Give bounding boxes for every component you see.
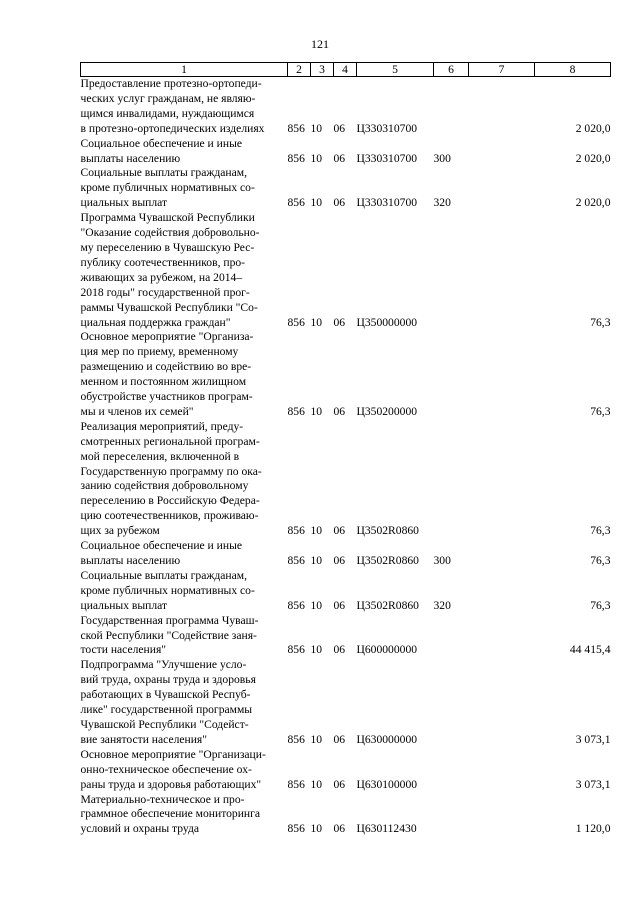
section-code: 10 xyxy=(310,404,323,418)
item-name-line: Государственную программу по ока- xyxy=(80,464,262,478)
amount: 76,3 xyxy=(590,404,611,418)
column-header: 3 xyxy=(311,63,334,77)
item-name xyxy=(81,539,288,569)
subsection-code: 06 xyxy=(333,121,346,135)
item-name-line: работающих в Чувашской Респуб- xyxy=(80,688,251,702)
item-name-line: Предоставление протезно-ортопеди- xyxy=(80,77,262,90)
item-name-line: тости населения" xyxy=(80,643,167,657)
item-name-line: циальная поддержка граждан" xyxy=(80,315,231,329)
section-code: 10 xyxy=(310,524,323,538)
item-name-line: менном и постоянном жилищном xyxy=(80,375,247,389)
budget-table xyxy=(80,62,611,837)
target-article-code: Ц350000000 xyxy=(356,315,418,329)
target-article-code: Ц3502R0860 xyxy=(356,524,419,538)
chapter-code: 856 xyxy=(287,196,305,210)
amount: 2 020,0 xyxy=(575,196,611,210)
item-name-line: переселению в Российскую Федера- xyxy=(80,494,260,508)
chapter-code: 856 xyxy=(287,643,305,657)
item-name-line: ской Республики "Содействие заня- xyxy=(80,628,257,642)
item-name-line: раны труда и здоровья работающих" xyxy=(80,777,262,791)
chapter-code: 856 xyxy=(287,524,305,538)
item-name xyxy=(81,793,288,838)
table-row xyxy=(81,748,611,793)
item-name-line: Материально-техническое и про- xyxy=(80,792,245,806)
section-code: 10 xyxy=(310,732,323,746)
table-row xyxy=(81,330,611,419)
target-article-code: Ц600000000 xyxy=(356,643,418,657)
column-header: 8 xyxy=(535,63,611,77)
expense-type-code: 300 xyxy=(433,554,451,567)
item-name-line: Чувашской Республики "Содейст- xyxy=(80,717,249,731)
item-name-line: кроме публичных нормативных со- xyxy=(80,583,255,597)
target-article-code: Ц330310700 xyxy=(356,151,418,165)
column-header: 4 xyxy=(334,63,357,77)
expense-type-code: 320 xyxy=(433,598,451,612)
item-name xyxy=(81,330,288,419)
column-header: 2 xyxy=(288,63,311,77)
amount: 1 120,0 xyxy=(575,822,611,836)
item-name-line: онно-техническое обеспечение ох- xyxy=(80,762,252,776)
section-code: 10 xyxy=(310,554,323,567)
extra-column xyxy=(469,569,535,614)
table-header-row xyxy=(81,63,611,77)
chapter-code: 856 xyxy=(287,315,305,329)
chapter-code: 856 xyxy=(287,554,305,567)
extra-column xyxy=(469,330,535,419)
chapter-code: 856 xyxy=(287,598,305,612)
chapter-code: 856 xyxy=(287,777,305,791)
item-name-line: Социальные выплаты гражданам, xyxy=(80,568,247,582)
subsection-code: 06 xyxy=(333,524,346,538)
item-name-line: Реализация мероприятий, преду- xyxy=(80,419,244,433)
chapter-code: 856 xyxy=(287,121,305,135)
amount: 44 415,4 xyxy=(569,643,611,657)
table-row xyxy=(81,211,611,330)
section-code: 10 xyxy=(310,315,323,329)
subsection-code: 06 xyxy=(333,554,346,567)
extra-column xyxy=(469,211,535,330)
table-row xyxy=(81,77,611,137)
amount: 3 073,1 xyxy=(575,732,611,746)
item-name-line: щимся инвалидами, нуждающимся xyxy=(80,106,255,120)
expense-type-code xyxy=(434,658,469,747)
chapter-code: 856 xyxy=(287,151,305,165)
expense-type-code xyxy=(434,748,469,793)
amount: 76,3 xyxy=(590,598,611,612)
table-row xyxy=(81,658,611,747)
item-name-line: живающих за рубежом, на 2014– xyxy=(80,270,243,284)
expense-type-code xyxy=(434,420,469,539)
item-name-line: "Оказание содействия добровольно- xyxy=(80,226,260,240)
item-name-line: Социальное обеспечение и иные xyxy=(80,539,243,553)
item-name-line: лике" государственной программы xyxy=(80,703,253,717)
item-name-line: Программа Чувашской Республики xyxy=(80,211,255,225)
subsection-code: 06 xyxy=(333,404,346,418)
item-name-line: Социальное обеспечение и иные xyxy=(80,136,243,150)
expense-type-code xyxy=(434,211,469,330)
item-name xyxy=(81,614,288,659)
item-name xyxy=(81,420,288,539)
subsection-code: 06 xyxy=(333,643,346,657)
target-article-code: Ц630000000 xyxy=(356,732,418,746)
item-name xyxy=(81,137,288,167)
item-name-line: смотренных региональной програм- xyxy=(80,434,260,448)
target-article-code: Ц3502R0860 xyxy=(356,554,419,567)
item-name-line: циальных выплат xyxy=(80,196,168,210)
chapter-code: 856 xyxy=(287,404,305,418)
item-name xyxy=(81,77,288,137)
amount: 3 073,1 xyxy=(575,777,611,791)
extra-column xyxy=(469,793,535,838)
extra-column xyxy=(469,614,535,659)
section-code: 10 xyxy=(310,777,323,791)
item-name xyxy=(81,569,288,614)
item-name-line: занию содействия добровольному xyxy=(80,479,249,493)
section-code: 10 xyxy=(310,822,323,836)
column-header: 7 xyxy=(469,63,535,77)
target-article-code: Ц630100000 xyxy=(356,777,418,791)
item-name-line: граммное обеспечение мониторинга xyxy=(80,807,261,821)
item-name-line: размещению и содействию во вре- xyxy=(80,360,252,374)
item-name-line: щих за рубежом xyxy=(80,524,160,538)
target-article-code: Ц350200000 xyxy=(356,404,418,418)
item-name-line: ция мер по приему, временному xyxy=(80,345,239,359)
extra-column xyxy=(469,420,535,539)
expense-type-code xyxy=(434,330,469,419)
item-name-line: Подпрограмма "Улучшение усло- xyxy=(80,658,247,672)
item-name-line: условий и охраны труда xyxy=(80,822,200,836)
item-name-line: Государственная программа Чуваш- xyxy=(80,613,259,627)
section-code: 10 xyxy=(310,196,323,210)
table-row xyxy=(81,614,611,659)
section-code: 10 xyxy=(310,151,323,165)
subsection-code: 06 xyxy=(333,777,346,791)
item-name-line: публику соотечественников, про- xyxy=(80,255,246,269)
item-name xyxy=(81,166,288,211)
table-row xyxy=(81,420,611,539)
column-header: 6 xyxy=(434,63,469,77)
table-row xyxy=(81,569,611,614)
expense-type-code xyxy=(434,77,469,137)
subsection-code: 06 xyxy=(333,732,346,746)
item-name-line: в протезно-ортопедических изделиях xyxy=(80,121,265,135)
amount: 76,3 xyxy=(590,315,611,329)
item-name-line: раммы Чувашской Республики "Со- xyxy=(80,300,258,314)
extra-column xyxy=(469,166,535,211)
extra-column xyxy=(469,748,535,793)
item-name-line: выплаты населению xyxy=(80,151,181,165)
expense-type-code xyxy=(434,793,469,838)
extra-column xyxy=(469,658,535,747)
item-name-line: ческих услуг гражданам, не являю- xyxy=(80,91,256,105)
amount: 2 020,0 xyxy=(575,121,611,135)
item-name-line: вий труда, охраны труда и здоровья xyxy=(80,673,256,687)
item-name-line: 2018 годы" государственной прог- xyxy=(80,285,250,299)
item-name-line: Основное мероприятие "Организаци- xyxy=(80,747,266,761)
item-name-line: вие занятости населения" xyxy=(80,732,207,746)
item-name-line: обустройстве участников програм- xyxy=(80,390,253,404)
chapter-code: 856 xyxy=(287,732,305,746)
amount: 76,3 xyxy=(590,554,611,567)
target-article-code: Ц330310700 xyxy=(356,196,418,210)
target-article-code: Ц3502R0860 xyxy=(356,598,419,612)
item-name-line: му переселению в Чувашскую Рес- xyxy=(80,240,255,254)
extra-column xyxy=(469,539,535,569)
item-name-line: Социальные выплаты гражданам, xyxy=(80,166,247,180)
subsection-code: 06 xyxy=(333,822,346,836)
item-name-line: Основное мероприятие "Организа- xyxy=(80,330,254,344)
table-row xyxy=(81,166,611,211)
page-number: 121 xyxy=(311,37,329,51)
item-name-line: мы и членов их семей" xyxy=(80,404,194,418)
item-name-line: кроме публичных нормативных со- xyxy=(80,181,255,195)
subsection-code: 06 xyxy=(333,315,346,329)
amount: 2 020,0 xyxy=(575,151,611,165)
column-header: 5 xyxy=(357,63,434,77)
chapter-code: 856 xyxy=(287,822,305,836)
expense-type-code: 320 xyxy=(433,196,451,210)
item-name-line: циальных выплат xyxy=(80,598,168,612)
extra-column xyxy=(469,77,535,137)
table-row xyxy=(81,793,611,838)
table-row xyxy=(81,137,611,167)
item-name-line: мой переселения, включенной в xyxy=(80,449,240,463)
subsection-code: 06 xyxy=(333,151,346,165)
extra-column xyxy=(469,137,535,167)
amount: 76,3 xyxy=(590,524,611,538)
subsection-code: 06 xyxy=(333,196,346,210)
section-code: 10 xyxy=(310,121,323,135)
expense-type-code xyxy=(434,614,469,659)
item-name-line: выплаты населению xyxy=(80,554,181,567)
item-name xyxy=(81,658,288,747)
section-code: 10 xyxy=(310,598,323,612)
subsection-code: 06 xyxy=(333,598,346,612)
column-header: 1 xyxy=(81,63,288,77)
item-name xyxy=(81,748,288,793)
expense-type-code: 300 xyxy=(433,151,451,165)
item-name-line: цию соотечественников, проживаю- xyxy=(80,509,259,523)
table-row xyxy=(81,539,611,569)
table-body xyxy=(81,77,611,838)
target-article-code: Ц330310700 xyxy=(356,121,418,135)
item-name xyxy=(81,211,288,330)
target-article-code: Ц630112430 xyxy=(356,822,417,836)
section-code: 10 xyxy=(310,643,323,657)
